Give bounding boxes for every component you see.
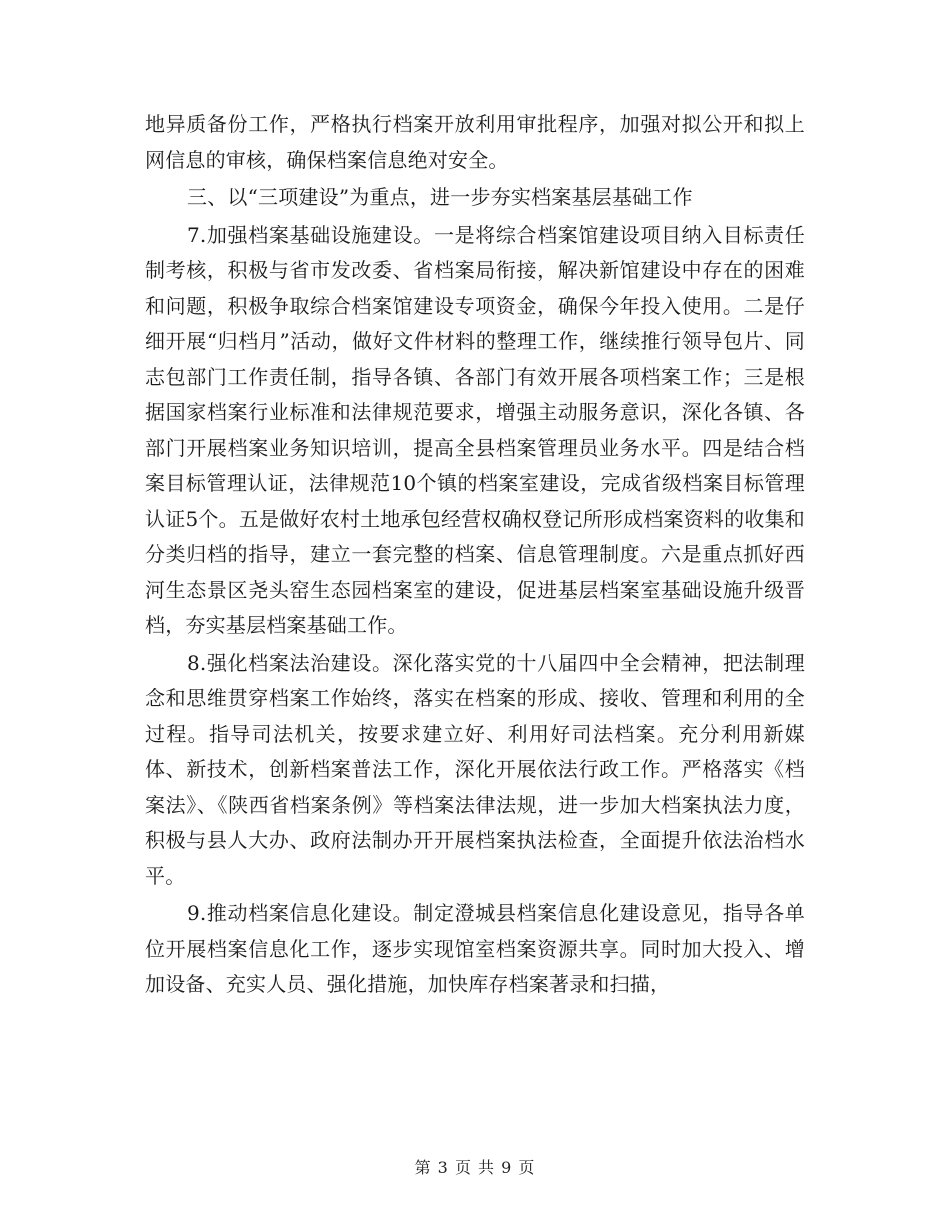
section-heading: 三、以“三项建设”为重点，进一步夯实档案基层基础工作 xyxy=(187,185,693,209)
document-body xyxy=(145,107,805,1005)
paragraph-item-7: 7.加强档案基础设施建设。一是将综合档案馆建设项目纳入目标责任制考核，积极与省市发改委、省档案局衔接，解决新馆建设中存在的困难和问题，积极争取综合档案馆建设专项资金，确保今年投入使用。二是仔细开展“归档月”活动，做好文件材料的整理工作，继续推行领导包片、同志包部门工作责任制，指导各镇、各部门有效开展各项档案工作；三是根据国家档案行业标准和法律规范要求，增强主动服务意识，深化各镇、各部门开展档案业务知识培训，提高全县档案管理员业务水平。四是结合档案目标管理认证，法律规范10个镇的档案室建设，完成省级档案目标管理认证5个。五是做好农村土地承包经营权确权登记所形成档案资料的收集和分类归档的指导，建立一套完整的档案、信息管理制度。六是重点抓好西河生态景区尧头窑生态园档案室的建设，促进基层档案室基础设施升级晋档，夯实基层档案基础工作。 xyxy=(145,222,805,637)
paragraph-item-8: 8.强化档案法治建设。深化落实党的十八届四中全会精神，把法制理念和思维贯穿档案工作始终，落实在档案的形成、接收、管理和利用的全过程。指导司法机关，按要求建立好、利用好司法档案。充分利用新媒体、新技术，创新档案普法工作，深化开展依法行政工作。严格落实《档案法》、《陕西省档案条例》等档案法律法规，进一步加大档案执法力度，积极与县人大办、政府法制办开开展档案执法检查，全面提升依法治档水平。 xyxy=(145,650,805,888)
paragraph-continuation: 地异质备份工作，严格执行档案开放利用审批程序，加强对拟公开和拟上网信息的审核，确保档案信息绝对安全。 xyxy=(145,112,805,172)
page-number-footer: 第 3 页 共 9 页 xyxy=(414,1158,536,1177)
paragraph-item-9: 9.推动档案信息化建设。制定澄城县档案信息化建设意见，指导各单位开展档案信息化工作，逐步实现馆室档案资源共享。同时加大投入、增加设备、充实人员、强化措施，加快库存档案著录和扫描， xyxy=(145,901,805,996)
